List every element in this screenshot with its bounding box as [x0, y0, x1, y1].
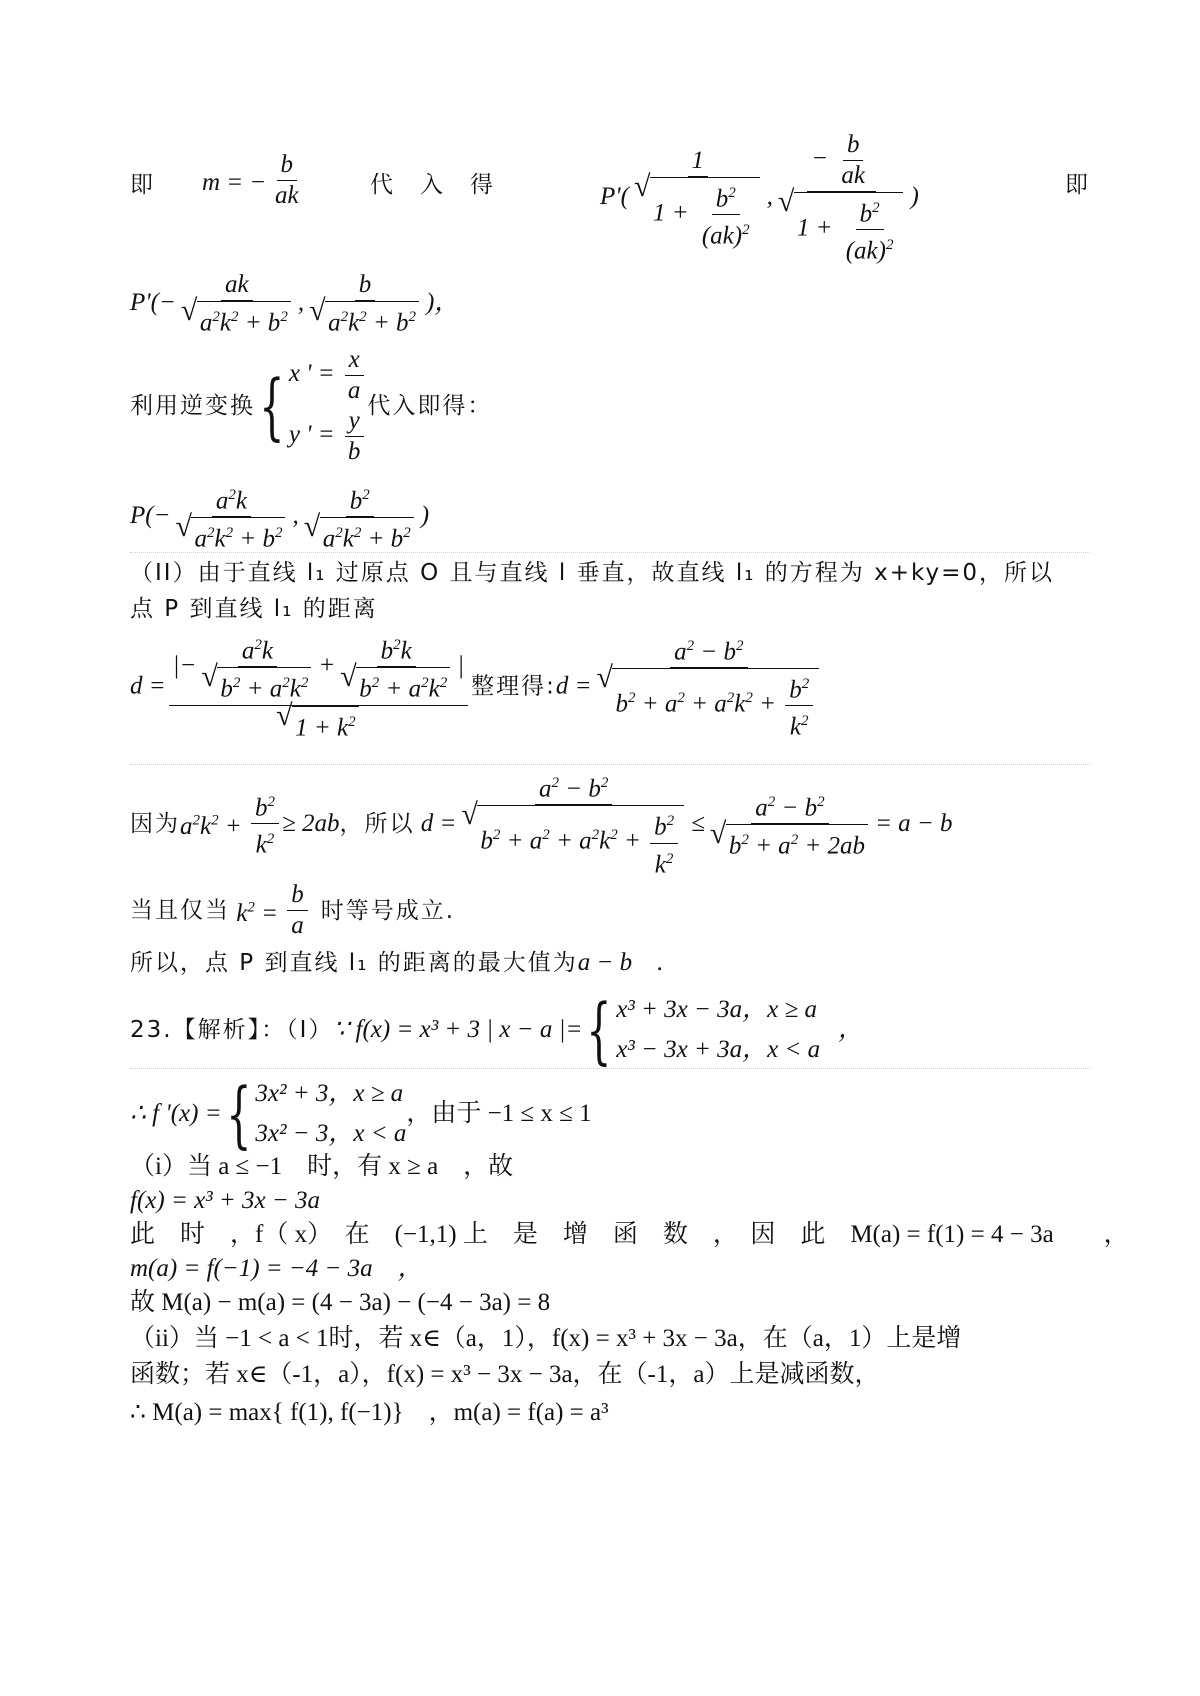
eq-pprime-2: P'(− ak √ $a^2k^2 + b^2$ , b √ $a^2k^2 + b^2$ )，	[130, 289, 459, 316]
line-max	[130, 946, 1090, 980]
text-after: 代入即得：	[367, 393, 493, 419]
line-inverse-transform: 利用逆变换{ x ' = $\frac{x}{a}$ y ' = $\frac{y}{b}$ 代入即得：	[130, 346, 493, 465]
frac-den: ak	[275, 182, 299, 209]
eq-p: P(− $a^2k$ √ $a^2k^2 + b^2$ , $b^2$ √ $a^2k^2 + b^2$ )	[130, 502, 429, 529]
text-part-ii-2: 点 P 到直线 l₁ 的距离	[130, 596, 378, 622]
fcase-2: 3x² − 3，x < a	[255, 1120, 407, 1147]
text-dangqie: 当且仅当	[130, 897, 230, 924]
line-p	[130, 480, 1090, 555]
d-label: d =	[130, 672, 166, 700]
line-distance: d = |− $a^2k$ √ $b^2 + a^2k^2$ + $b^2k$ √ $b^2 + a^2k^2$ | √ $1 + k^2$ 整理得:d = $a^2 - b^2$ √ $b^2 + a^2 + a^2k^2$ + $\frac{b^2}{k^2}$	[130, 630, 1090, 743]
text-suoyi: ，所以	[339, 810, 415, 837]
line-cishi: 此 时 ，f（ x） 在 (−1,1) 上 是 增 函 数 ， 因 此 M(a) = f(1) = 4 − 3a ，	[130, 1221, 1129, 1248]
line-pprime	[130, 270, 1090, 338]
text-part-ii: （II）由于直线 l₁ 过原点 O 且与直线 l 垂直，故直线 l₁ 的方程为 x+ky=0，所以	[130, 560, 1054, 586]
q23-label: 23.【解析】：（I）	[130, 1017, 334, 1043]
text-ji: 即	[130, 172, 155, 198]
max-value: a − b .	[577, 949, 664, 976]
eq-pprime-1: P'( 1 √ 1 + $\frac{b^2}{(ak)^2}$ , − $\frac{b}{ak}$ √ 1 + $\frac{b^2}{(ak)^2}$ )	[600, 130, 919, 267]
text-ji-2: 即	[1065, 172, 1090, 198]
fcase-1: 3x² + 3，x ≥ a	[255, 1080, 404, 1107]
text-dengcheng: 时等号成立.	[320, 897, 456, 924]
line-q23: 23.【解析】：（I）∵ f(x) = x³ + 3 | x − a |={ x³ + 3x − 3a，x ≥ a x³ − 3x + 3a，x < a ，	[130, 988, 864, 1072]
fprime-label: ∴ f '(x) =	[130, 1100, 222, 1127]
fyu: ，由于 −1 ≤ x ≤ 1	[406, 1100, 592, 1127]
line-because: 因为$a^2k^2$ + $\frac{b^2}{k^2}$ ≥ 2ab，所以 d = $a^2 - b^2$ √ $b^2 + a^2 + a^2k^2$ + $\frac{b^2}{k^2}$ ≤ $a^2 - b^2$ √ $b^2 + a^2 + 2ab$ = a − b	[130, 768, 1090, 880]
case-1: x³ + 3x − 3a，x ≥ a	[616, 996, 817, 1023]
line-case-ii: （ii）当 −1 < a < 1时，若 x∈（a，1），f(x) = x³ + 3x − 3a，在（a，1）上是增	[130, 1325, 962, 1352]
text-yinwei: 因为	[130, 810, 180, 837]
line-case-ii-2: 函数；若 x∈（-1，a），f(x) = x³ − 3x − 3a，在（-1，a）上是减函数，	[130, 1361, 880, 1388]
line-last: ∴ M(a) = max{ f(1), f(−1)} ，m(a) = f(a) = a³	[130, 1399, 609, 1426]
line-equality: 当且仅当 $k^2$ = $\frac{b}{a}$ 时等号成立.	[130, 881, 456, 939]
frac-num: b	[277, 150, 298, 181]
line-gu: 故 M(a) − m(a) = (4 − 3a) − (−4 − 3a) = 8	[130, 1289, 551, 1316]
line-case-i: （i）当 a ≤ −1 时，有 x ≥ a ，故	[130, 1153, 514, 1180]
text-dairu: 代 入 得	[370, 172, 495, 198]
text-max: 所以，点 P 到直线 l₁ 的距离的最大值为	[130, 950, 578, 976]
eq-m: m = −	[202, 169, 267, 196]
line-m-a: m(a) = f(−1) = −4 − 3a ，	[130, 1255, 423, 1282]
line-fprime: ∴ f '(x) ={ 3x² + 3，x ≥ a 3x² − 3，x < a ，由于 −1 ≤ x ≤ 1	[130, 1072, 592, 1156]
line-case-i-f: f(x) = x³ + 3x − 3a	[130, 1187, 320, 1214]
case-2: x³ − 3x + 3a，x < a	[616, 1036, 821, 1063]
text-zhengli: 整理得:	[471, 673, 556, 700]
q23-f: ∵ f(x) = x³ + 3 | x − a |=	[333, 1016, 583, 1043]
text-inverse: 利用逆变换	[130, 393, 255, 419]
